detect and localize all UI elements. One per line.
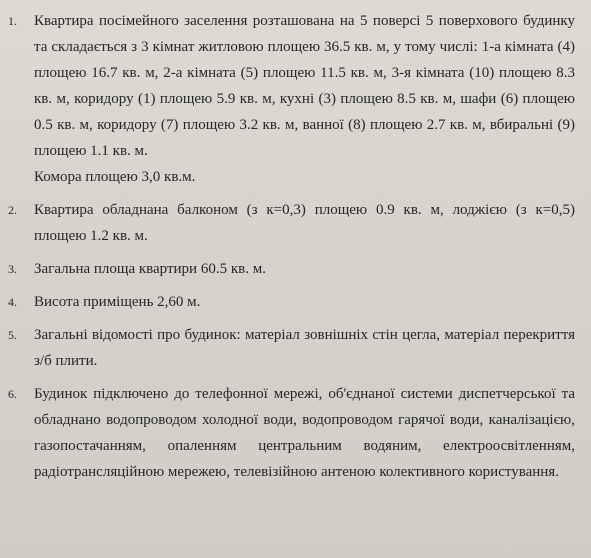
list-item-1 (8, 8, 575, 190)
item-text: Висота приміщень 2,60 м. (34, 294, 201, 310)
item-extra-text: Комора площею 3,0 кв.м. (34, 169, 196, 185)
item-number: 4. (8, 295, 17, 309)
item-number: 3. (8, 262, 17, 276)
item-text: Загальні відомості про будинок: матеріал зовнішніх стін цегла, матеріал перекриття з/б плити. (34, 327, 575, 369)
list-item-3 (8, 256, 575, 282)
item-number: 5. (8, 328, 17, 342)
item-text: Загальна площа квартири 60.5 кв. м. (34, 261, 266, 277)
specification-list (8, 8, 575, 485)
list-item-5 (8, 322, 575, 374)
item-number: 1. (8, 14, 17, 28)
item-text: Будинок підключено до телефонної мережі, об'єднаної системи диспетчерської та обладнано водопроводом холодної води, водопроводом гарячої води, каналізацією, газопостачанням, опаленням центральним водяним, електроосвітленням, радіотрансляційною мережею, телевізійною антеною колективного користування. (34, 386, 575, 480)
item-text: Квартира посімейного заселення розташована на 5 поверсі 5 поверхового будинку та складається з 3 кімнат житловою площею 36.5 кв. м, у тому числі: 1-а кімната (4) площею 16.7 кв. м, 2-а кімната (5) площею 11.5 кв. м, 3-я кімната (10) площею 8.3 кв. м, коридору (1) площею 5.9 кв. м, кухні (3) площею 8.5 кв. м, шафи (6) площею 0.5 кв. м, коридору (7) площею 3.2 кв. м, ванної (8) площею 2.7 кв. м, вбиральні (9) площею 1.1 кв. м. (34, 13, 575, 159)
item-number: 2. (8, 203, 17, 217)
list-item-6 (8, 381, 575, 485)
item-text: Квартира обладнана балконом (з к=0,3) площею 0.9 кв. м, лоджією (з к=0,5) площею 1.2 кв. м. (34, 202, 575, 244)
item-number: 6. (8, 387, 17, 401)
list-item-2 (8, 197, 575, 249)
list-item-4 (8, 289, 575, 315)
